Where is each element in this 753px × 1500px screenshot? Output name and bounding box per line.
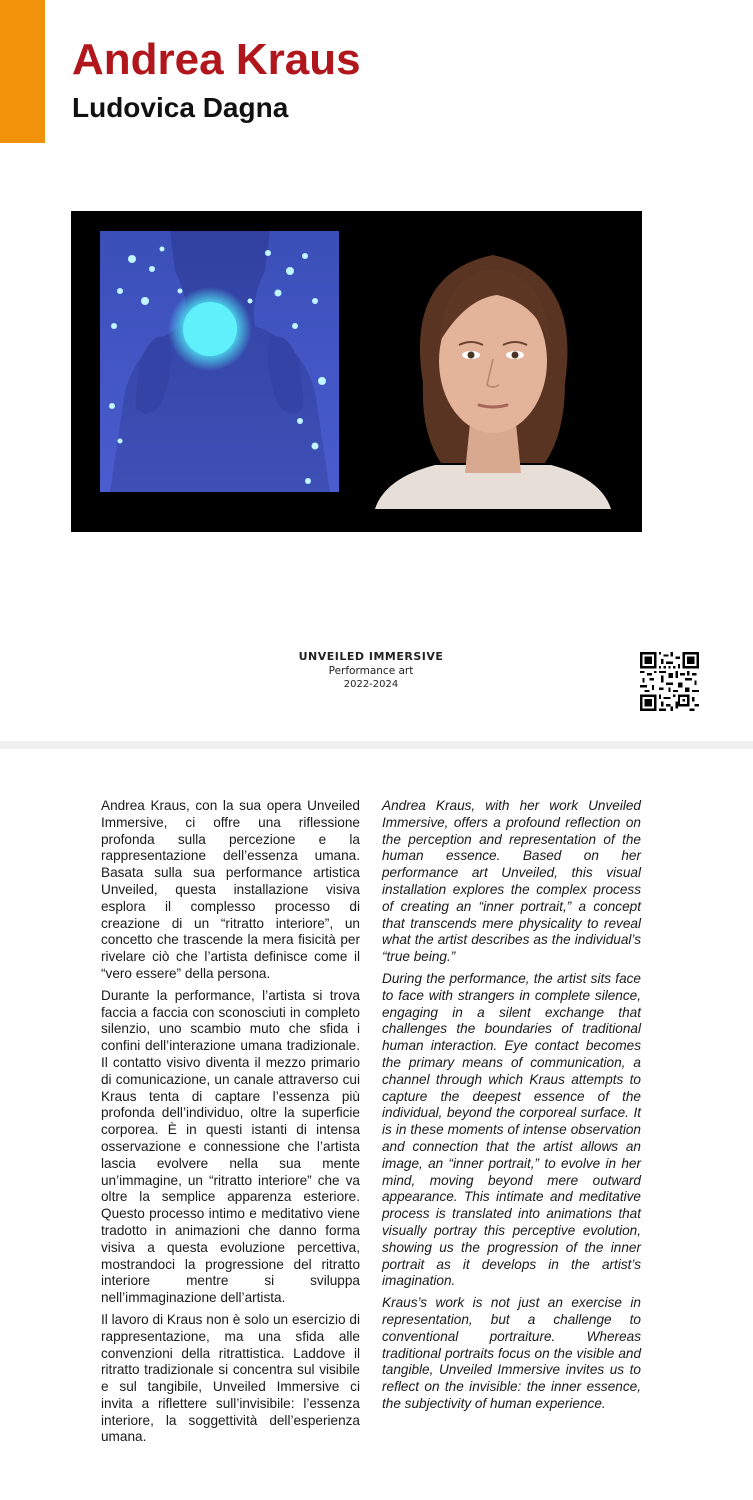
accent-bar xyxy=(0,0,45,143)
work-caption xyxy=(221,650,521,691)
glowing-orb-figure-illustration xyxy=(100,231,339,492)
italian-paragraph: Il lavoro di Kraus non è solo un esercizio di rappresentazione, ma una sfida alle convenzioni della ritrattistica. Laddove il ritratto tradizionale si concentra sul visibile e sul tangibile, Unveiled Immersive ci invita a riflettere sull’invisibile: l’essenza interiore, la soggettività dell’esperienza umana. xyxy=(101,1311,360,1445)
work-category: Performance art xyxy=(328,665,414,677)
qr-code-icon[interactable] xyxy=(640,652,699,711)
english-paragraph: Kraus’s work is not just an exercise in representation, but a challenge to conventional portraiture. Whereas traditional portraits focus on the visible and tangible, Unveiled Immersive invites us to reflect on the invisible: the inner essence, the subjectivity of human experience. xyxy=(382,1295,641,1411)
author-name: Ludovica Dagna xyxy=(72,92,289,123)
artist-name: Andrea Kraus xyxy=(72,35,361,84)
italian-paragraph: Durante la performance, l’artista si trova faccia a faccia con sconosciuti in completo silenzio, uno scambio muto che sfida i confini dell’interazione umana tradizionale. Il contatto visivo diventa il mezzo primario di comunicazione, un canale attraverso cui Kraus tenta di captare l’essenza più profonda dell’individuo, oltre la superficie corporea. È in questi istanti di intensa osservazione e connessione che l’artista lascia evolvere nella sua mente un’immagine, un “ritratto interiore” che va oltre la semplice apparenza esteriore. Questo processo intimo e meditativo viene tradotto in animazioni che danno forma visiva a questa evoluzione percettiva, mostrandoci la progressione del ritratto interiore mentre si sviluppa nell’immaginazione dell’artista. xyxy=(101,987,360,1306)
italian-paragraph: Andrea Kraus, con la sua opera Unveiled Immersive, ci offre una riflessione profonda sulla percezione e la rappresentazione dell’essenza umana. Basata sulla sua performance artistica Unveiled, questa installazione visiva esplora il complesso processo di creazione di un “ritratto interiore”, un concetto che trascende la mera fisicità per rivelare ciò che l’artista definisce come il “vero essere” della persona. xyxy=(101,798,360,981)
work-years: 2022-2024 xyxy=(343,679,399,690)
italian-text-column xyxy=(101,798,360,1451)
artist-portrait-photo xyxy=(375,233,611,509)
english-paragraph: During the performance, the artist sits face to face with strangers in complete silence, engaging in a silent exchange that challenges the boundaries of traditional human interaction. Eye contact becomes the primary means of communication, a channel through which Kraus attempts to capture the deepest essence of the individual, beyond the corporeal surface. It is in these moments of intense observation and connection that the artist allows an image, an “inner portrait,” to evolve in her mind, moving beyond mere outward appearance. This intimate and meditative process is translated into animations that visually portray this perceptive evolution, showing us the progression of the inner portrait as it develops in the artist’s imagination. xyxy=(382,970,641,1289)
english-paragraph: Andrea Kraus, with her work Unveiled Immersive, offers a profound reflection on the perception and representation of the human essence. Based on her performance art Unveiled, this visual installation explores the complex process of creating an “inner portrait,” a concept that transcends mere physicality to reveal what the artist describes as the individual’s “true being.” xyxy=(382,798,641,965)
work-title: UNVEILED IMMERSIVE xyxy=(298,650,444,663)
page-divider xyxy=(0,741,753,749)
english-text-column xyxy=(382,798,641,1418)
media-frame xyxy=(71,211,642,532)
